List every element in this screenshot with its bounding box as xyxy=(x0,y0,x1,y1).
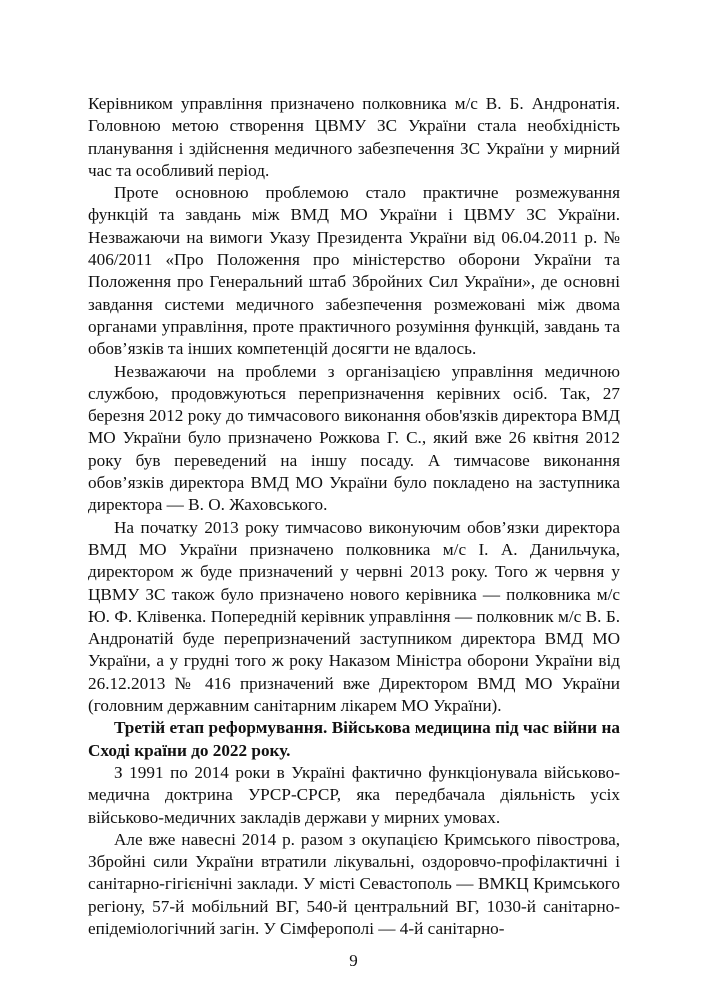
paragraph-4: На початку 2013 року тимчасово виконуючим обов’язки директора ВМД МО України призначено полковника м/с І. А. Данильчука, директором ж буде призначений у червні 2013 року. Того ж червня у ЦВМУ ЗС також було призначено нового керівника — полковника м/с Ю. Ф. Клівенка. Попередній керівник управління — полковник м/с В. Б. Андронатій буде перепризначений заступником директора ВМД МО України, а у грудні того ж року Наказом Міністра оборони України від 26.12.2013 № 416 призначений вже Директором ВМД МО України (головним державним санітарним лікарем МО України). xyxy=(88,517,620,716)
paragraph-1: Керівником управління призначено полковника м/с В. Б. Андронатія. Головною метою створення ЦВМУ ЗС України стала необхідність планування і здійснення медичного забезпечення ЗС України у мирний час та особливий період. xyxy=(88,94,620,180)
page-number: 9 xyxy=(349,951,358,970)
section-heading-text: Третій етап реформування. Військова медицина під час війни на Сході країни до 2022 року xyxy=(88,718,620,760)
section-heading xyxy=(88,717,620,762)
paragraph-5: З 1991 по 2014 роки в Україні фактично функціонувала військово-медична доктрина УРСР-СРСР, яка передбачала діяльність усіх військово-медичних закладів держави у мирних умовах. xyxy=(88,762,620,827)
section-heading-period: . xyxy=(286,740,291,760)
paragraph-2: Проте основною проблемою стало практичне розмежування функцій та завдань між ВМД МО України і ЦВМУ ЗС України. Незважаючи на вимоги Указу Президента України від 06.04.2011 р. № 406/2011 «Про Положення про міністерство оборони України та Положення про Генеральний штаб Збройних Сил України», де основні завдання системи медичного забезпечення розмежовані між двома органами управління, проте практичного розуміння функцій, завдань та обов’язків та інших компетенцій досягти не вдалось. xyxy=(88,183,620,359)
paragraph-6: Але вже навесні 2014 р. разом з окупацією Кримського півострова, Збройні сили України втратили лікувальні, оздоровчо-профілактичні і санітарно-гігієнічні заклади. У місті Севастополь — ВМКЦ Кримського регіону, 57-й мобільний ВГ, 540-й центральний ВГ, 1030-й санітарно-епідеміологічний загін. У Сімферополі — 4-й санітарно- xyxy=(88,829,620,938)
paragraph-3: Незважаючи на проблеми з організацією управління медичною службою, продовжуються перепризначення керівних осіб. Так, 27 березня 2012 року до тимчасового виконання обов'язків директора ВМД МО України було призначено Рожкова Г. С., який вже 26 квітня 2012 року був переведений на іншу посаду. А тимчасове виконання обов’язків директора ВМД МО України було покладено на заступника директора — В. О. Жаховського. xyxy=(88,361,620,515)
body-text xyxy=(88,93,620,940)
